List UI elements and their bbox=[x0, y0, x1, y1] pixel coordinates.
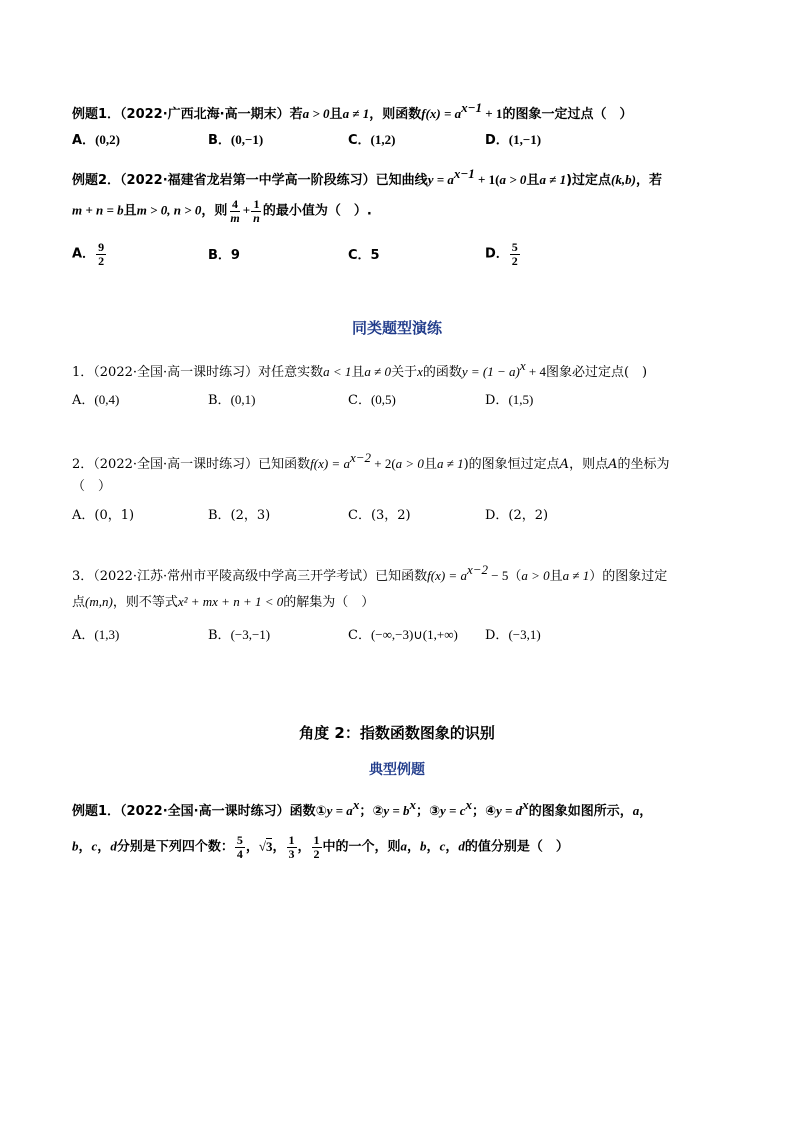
example-line-2: b，c，d分别是下列四个数： $\frac{5}{4}$ ，√3， $\frac{1}{3}$ ， $\frac{1}{2}$ 中的一个，则a，b，c，d的值分别是（ ） bbox=[72, 833, 569, 861]
example-label: 例题1． bbox=[72, 107, 121, 122]
option-d: D．(1,5) bbox=[485, 392, 534, 408]
example-2-line-2: m + n = b且m > 0, n > 0，则 $\frac{4}{m}$ + $\frac{1}{n}$ 的最小值为（ ）. bbox=[72, 197, 372, 225]
option-c: C．(0,5) bbox=[348, 392, 396, 408]
math: a ≠ 1 bbox=[342, 106, 370, 121]
option-a: A．(0,4) bbox=[72, 392, 120, 408]
text: ，则函数 bbox=[369, 107, 422, 122]
option-b: B．(0,1) bbox=[208, 392, 256, 408]
text: 的图象一定过点（ ） bbox=[502, 107, 633, 122]
section-subheading: 典型例题 bbox=[369, 762, 425, 778]
example-1-line bbox=[72, 101, 632, 121]
fraction: $\frac{1}{n}$ bbox=[253, 197, 260, 225]
option-a: A．(1,3) bbox=[72, 627, 120, 643]
option-d: D．(2，2) bbox=[485, 508, 549, 523]
text: 若 bbox=[289, 107, 303, 122]
option-c: C．(1,2) bbox=[348, 132, 396, 148]
example-label: 例题2． bbox=[72, 173, 121, 188]
section-heading: 角度 2：指数函数图象的识别 bbox=[299, 724, 495, 742]
math: a > 0 bbox=[302, 106, 330, 121]
math: + 1 bbox=[482, 106, 503, 121]
option-b: B．(−3,−1) bbox=[208, 627, 271, 643]
exponent: x−1 bbox=[461, 100, 483, 115]
question-2-line-2: （ ） bbox=[72, 479, 112, 494]
section-heading: 同类题型演练 bbox=[351, 319, 442, 337]
question-2-line: 2．（2022·全国·高一课时练习）已知函数$f(x) = a^{x-2} + 2(a > 0$且a ≠ 1)的图象恒过定点A，则点A的坐标为 bbox=[72, 450, 670, 472]
sqrt: √3 bbox=[258, 838, 273, 854]
option-a: A． $\frac{9}{2}$ bbox=[72, 240, 105, 268]
fraction: $\frac{4}{m}$ bbox=[230, 197, 240, 225]
math: f(x) = a bbox=[421, 106, 462, 121]
option-a: A．(0，1) bbox=[72, 508, 135, 523]
source-tag: （2022·广西北海·高一期末） bbox=[120, 107, 290, 122]
option-d: D．(1,−1) bbox=[485, 132, 542, 148]
option-c: C．(3，2) bbox=[348, 508, 411, 523]
example-line: 例题1．（2022·全国·高一课时练习）函数①y = $a^x$；②y = $b^x$；③y = $c^x$；④y = $d^x$的图象如图所示，a， bbox=[72, 797, 653, 819]
option-b: B．(2，3) bbox=[208, 508, 271, 523]
text: 且 bbox=[329, 107, 343, 122]
option-d: D． $\frac{5}{2}$ bbox=[485, 240, 518, 268]
example-2-line: 例题2．（2022·福建省龙岩第一中学高一阶段练习）已知曲线$y = a^{x-1} + 1(a > 0$且a ≠ 1)过定点(k,b)，若 bbox=[72, 166, 662, 188]
source-tag: （2022·福建省龙岩第一中学高一阶段练习） bbox=[120, 173, 376, 188]
question-3-line: 3．（2022·江苏·常州市平陵高级中学高三开学考试）已知函数$f(x) = a^{x-2} - 5(a > 0$且a ≠ 1）的图象过定 bbox=[72, 562, 668, 584]
question-1-line: 1．（2022·全国·高一课时练习）对任意实数a < 1且a ≠ 0关于x的函数$y = (1 - a)^x + 4$图象必过定点( ) bbox=[72, 358, 648, 380]
option-b: B．9 bbox=[208, 248, 240, 263]
option-c: C．(−∞,−3)∪(1,+∞) bbox=[348, 627, 458, 643]
example-label: 例题1． bbox=[72, 804, 121, 819]
option-a: A．(0,2) bbox=[72, 132, 120, 148]
source-tag: （2022·全国·高一课时练习） bbox=[120, 804, 290, 819]
option-c: C．5 bbox=[348, 248, 380, 263]
option-d: D．(−3,1) bbox=[485, 627, 541, 643]
question-3-line-2: 点(m,n)，则不等式x² + mx + n + 1 < 0的解集为（ ） bbox=[72, 594, 375, 610]
option-b: B．(0,−1) bbox=[208, 132, 264, 148]
